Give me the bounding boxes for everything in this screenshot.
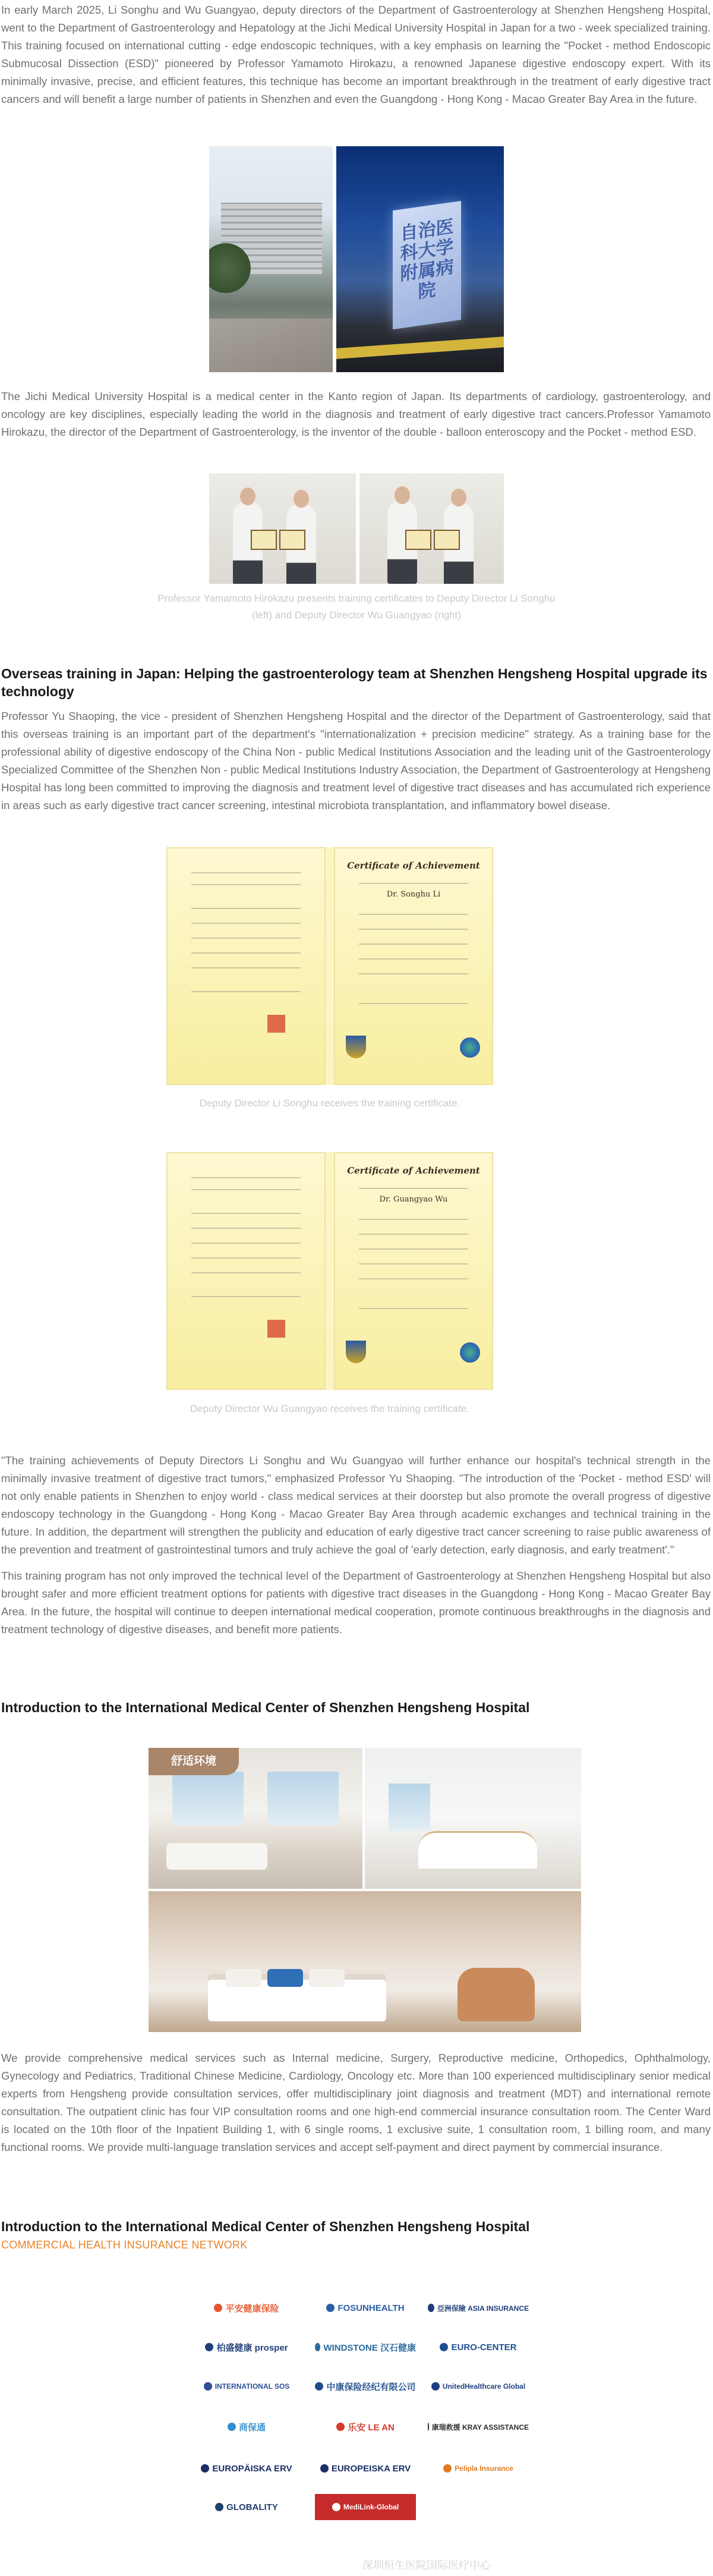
presentation-caption: Professor Yamamoto Hirokazu presents training certificates to Deputy Director Li Songhu (left) and Deputy Director Wu Guangyao (right) (157, 593, 556, 621)
zhongkang-logo (315, 2373, 416, 2399)
medilink-global-logo (315, 2494, 416, 2520)
asia-insurance-mark-icon (428, 2304, 434, 2312)
japanese-certificate (166, 1152, 326, 1390)
japanese-certificate (166, 847, 326, 1085)
globality-mark-icon (215, 2503, 223, 2511)
reception-image (365, 1748, 581, 1889)
logo-text: 商保通 (238, 2422, 266, 2433)
certificate-recipient: Dr. Guangyao Wu (379, 1195, 448, 1204)
kray-assistance-mark-icon (428, 2423, 429, 2431)
environment-photo (149, 1748, 581, 2032)
international-sos-mark-icon (204, 2382, 212, 2391)
person-head (395, 486, 410, 504)
erv-1-mark-icon (201, 2464, 209, 2473)
erv-logo-1 (196, 2455, 297, 2481)
department-emblem (460, 1342, 480, 1363)
kray-assistance-logo (428, 2414, 529, 2440)
unitedhealthcare-logo (428, 2373, 529, 2399)
comfortable-environment-badge: 舒适环境 (149, 1748, 239, 1775)
seal-stamp (267, 1015, 285, 1033)
certificate-held (279, 530, 305, 550)
logo-text: 康瑞救援 KRAY ASSISTANCE (431, 2423, 529, 2432)
logo-text: UnitedHealthcare Global (442, 2382, 526, 2391)
certificate-title: Certificate of Achievement (347, 860, 480, 871)
unitedhealthcare-mark-icon (431, 2382, 440, 2391)
certificate-held (434, 530, 460, 550)
logo-text: EUROPEISKA ERV (331, 2463, 411, 2474)
hospital-building-image (209, 146, 333, 372)
overseas-training-paragraph: Professor Yu Shaoping, the vice - president of Shenzhen Hengsheng Hospital and the director of the Department of Gastroenterology, said that this overseas training is an important part of the department's "internationalization + precision medicine" strategy. As a training base for the professional ability of digestive endoscopy of the China Non - public Medical Institutions Association and the leading unit of the Gastroenterology Specialized Committee of the Shenzhen Non - public Medical Institutions Industry Association, the Department of Gastroenterology at Hengsheng Hospital has long been committed to improving the diagnosis and treatment level of digestive tract diseases and has accumulated rich experience in areas such as early digestive tract cancer screening, intestinal microbiota transplantation, and inflammatory bowel disease. (1, 710, 711, 812)
euro-center-logo (428, 2334, 529, 2360)
logo-text: 平安健康保险 (225, 2303, 279, 2314)
logo-text: 乐安 LE AN (348, 2422, 395, 2433)
ping-an-logo (196, 2295, 297, 2321)
asia-insurance-logo (428, 2295, 529, 2321)
imc-services-paragraph: We provide comprehensive medical services such as Internal medicine, Surgery, Reproductive medicine, Orthopedics, Ophthalmology, Gynecology and Pediatrics, Traditional Chinese Medicine, Cardiology, Oncology etc. More than 100 experienced multidisciplinary senior medical experts from Hengsheng provide consultation services, offer multidisciplinary joint diagnosis and treatment (MDT) and international remote consultation. The outpatient clinic has four VIP consultation rooms and one high-end commercial insurance consultation room. The Center Ward is located on the 10th floor of the Inpatient Building 1, with 6 single rooms, 1 exclusive suite, 1 consultation room, 1 billing room, and many functional rooms. We provide multi-language translation services and accept self-payment and direct payment by commercial insurance. (1, 2052, 711, 2153)
globality-logo (196, 2494, 297, 2520)
ping-an-mark-icon (214, 2304, 222, 2312)
seal-stamp (267, 1320, 285, 1338)
certificate-caption-li: Deputy Director Li Songhu receives the training certificate. (199, 1097, 460, 1109)
logo-text: WINDSTONE 汉石健康 (323, 2342, 416, 2353)
insurance-heading: Introduction to the International Medical Center of Shenzhen Hengsheng Hospital (1, 2219, 530, 2234)
logo-text: EURO-CENTER (451, 2342, 517, 2352)
logo-text: FOSUNHEALTH (337, 2303, 405, 2313)
quote-paragraph: "The training achievements of Deputy Directors Li Songhu and Wu Guangyao will further enhance our hospital's technical strength in the minimally invasive treatment of digestive tract tumors," emphasized Professor Yu Shaoping. "The introduction of the 'Pocket - method ESD' will not only enable patients in Shenzhen to enjoy world - class medical services at their doorstep but also promote the overall progress of digestive endoscopy technology in the Guangdong - Hong Kong - Macao Greater Bay Area through academic exchanges and technical training in the future. In addition, the department will strengthen the publicity and education of early digestive tract cancer screening to raise public awareness of the prevention and treatment of gastrointestinal tumors and truly achieve the goal of 'early detection, early diagnosis, and early treatment'." (1, 1454, 711, 1556)
certificate-held (251, 530, 277, 550)
certificate-recipient: Dr. Songhu Li (386, 890, 441, 899)
logo-text: 中康保险经纪有限公司 (326, 2382, 416, 2392)
lean-logo (315, 2414, 416, 2440)
logo-text: INTERNATIONAL SOS (214, 2382, 290, 2391)
shangbaotong-logo (196, 2414, 297, 2440)
armchair (458, 1968, 535, 2021)
prosper-mark-icon (205, 2343, 213, 2351)
euro-center-mark-icon (440, 2343, 448, 2351)
logo-text: GLOBALITY (226, 2502, 278, 2512)
hospital-exterior-photo (209, 146, 504, 372)
imc-heading: Introduction to the International Medical Center of Shenzhen Hengsheng Hospital (1, 1700, 530, 1715)
zhongkang-mark-icon (315, 2382, 323, 2391)
windstone-logo (315, 2334, 416, 2360)
pelipla-mark-icon (443, 2464, 452, 2473)
erv-logo-2 (315, 2455, 416, 2481)
certificate-presentation-photo (209, 473, 504, 584)
erv-2-mark-icon (320, 2464, 329, 2473)
certificate-title: Certificate of Achievement (347, 1165, 480, 1176)
logo-text: Pelipla Insurance (455, 2464, 513, 2473)
windstone-mark-icon (315, 2343, 320, 2351)
shangbaotong-mark-icon (228, 2423, 236, 2431)
certificate-caption-wu: Deputy Director Wu Guangyao receives the training certificate. (190, 1403, 470, 1414)
watermark-text: 深圳恒生医院国际医疗中心 (362, 2559, 491, 2571)
closing-paragraph: This training program has not only improved the technical level of the Department of Gastroenterology at Shenzhen Hengsheng Hospital but also brought safer and more efficient treatment options for patients with digestive tract diseases in the Guangdong - Hong Kong - Macao Greater Bay Area. In the future, the hospital will continue to deepen international medical cooperation, promote continuous breakthroughs in the diagnosis and treatment technology of digestive diseases, and benefit more patients. (1, 1569, 711, 1635)
fosun-health-logo (315, 2295, 416, 2321)
university-emblem (346, 1036, 366, 1058)
overseas-training-heading: Overseas training in Japan: Helping the gastroenterology team at Shenzhen Hengsheng Hospital upgrade its technology (1, 666, 708, 699)
logo-text: 柏盛健康 prosper (216, 2342, 288, 2353)
international-sos-logo (196, 2373, 297, 2399)
lean-mark-icon (336, 2423, 345, 2431)
jichi-description-paragraph: The Jichi Medical University Hospital is a medical center in the Kanto region of Japan. Its departments of cardiology, gastroenterology, and oncology are key disciplines, especially leading the world in the diagnosis and treatment of early digestive tract cancers.Professor Yamamoto Hirokazu, the director of the Department of Gastroenterology, is the inventor of the double - balloon enteroscopy and the Pocket - method ESD. (1, 390, 711, 438)
logo-text: 亞洲保險 ASIA INSURANCE (437, 2304, 529, 2313)
university-emblem (346, 1341, 366, 1363)
logo-text: EUROPÄISKA ERV (212, 2463, 292, 2474)
fosun-health-mark-icon (326, 2304, 335, 2312)
prosper-logo (196, 2334, 297, 2360)
department-emblem (460, 1037, 480, 1058)
intro-paragraph: In early March 2025, Li Songhu and Wu Guangyao, deputy directors of the Department of Gastroenterology at Shenzhen Hengsheng Hospital, went to the Department of Gastroenterology and Hepatology at the Jichi Medical University Hospital in Japan for a two - week specialized training. This training focused on international cutting - edge endoscopic techniques, with a key emphasis on learning the "Pocket - method Endoscopic Submucosal Dissection (ESD)" pioneered by Professor Yamamoto Hirokazu, a renowned Japanese digestive endoscopy expert. With its minimally invasive, precise, and efficient features, this technique has become an important breakthrough in the treatment of early digestive tract cancers and will benefit a large number of patients in Shenzhen and even the Guangdong - Hong Kong - Macao Greater Bay Area in the future. (1, 4, 711, 105)
english-certificate (334, 1152, 493, 1390)
person-head (294, 490, 309, 508)
insurance-network-subheading: COMMERCIAL HEALTH INSURANCE NETWORK (1, 2239, 248, 2251)
certificate-image-wu-guangyao (166, 1152, 493, 1390)
hospital-sign-text: 自治医科大学附属病院 (400, 216, 454, 303)
english-certificate (334, 847, 493, 1085)
logo-text: MediLink-Global (343, 2503, 399, 2511)
person-head (240, 487, 255, 505)
pelipla-logo (428, 2455, 529, 2481)
medilink-global-mark-icon (332, 2503, 340, 2511)
hospital-sign-image (336, 146, 504, 372)
certificate-held (405, 530, 431, 550)
certificate-image-li-songhu (166, 847, 493, 1085)
person-head (451, 489, 466, 507)
